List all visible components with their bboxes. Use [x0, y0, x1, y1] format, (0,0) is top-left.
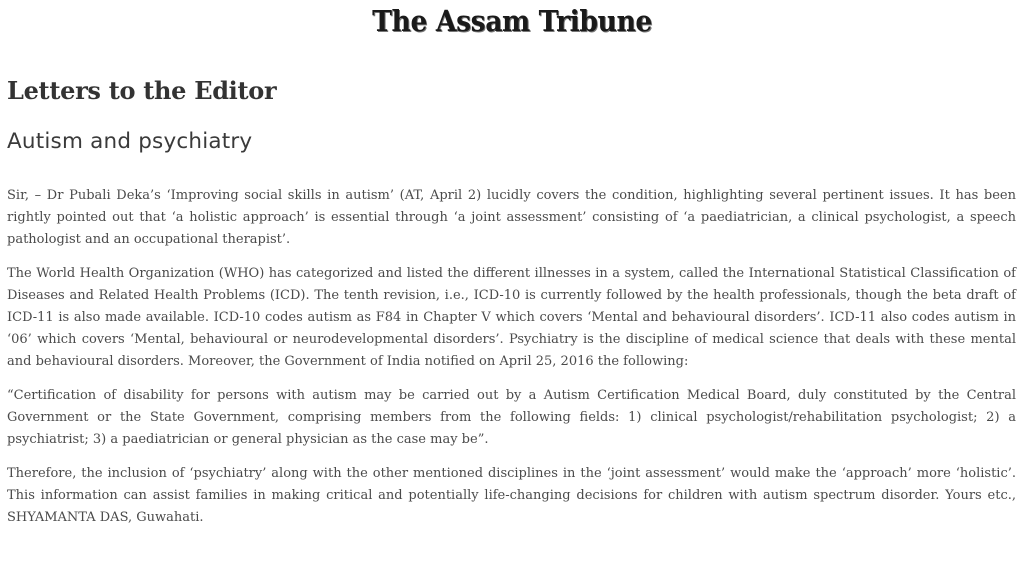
article-title: Autism and psychiatry: [7, 129, 253, 154]
section-title: Letters to the Editor: [7, 76, 277, 105]
article-body: [7, 185, 1016, 541]
masthead: [0, 4, 1024, 38]
article-paragraph: Sir, – Dr Pubali Deka’s ‘Improving social skills in autism’ (AT, April 2) lucidly covers the condition, highlighting several pertinent issues. It has been rightly pointed out that ‘a holistic approach’ is essential through ‘a joint assessment’ consisting of ‘a paediatrician, a clinical psychologist, a speech pathologist and an occupational therapist’.: [7, 188, 1016, 247]
article-quote-paragraph: “Certification of disability for persons with autism may be carried out by a Autism Certification Medical Board, duly constituted by the Central Government or the State Government, comprising members from the following fields: 1) clinical psychologist/rehabilitation psychologist; 2) a psychiatrist; 3) a paediatrician or general physician as the case may be”.: [7, 388, 1016, 447]
newspaper-logo[interactable]: The Assam Tribune: [372, 4, 652, 38]
article-paragraph: The World Health Organization (WHO) has categorized and listed the different illnesses in a system, called the International Statistical Classification of Diseases and Related Health Problems (ICD). The tenth revision, i.e., ICD-10 is currently followed by the health professionals, though the beta draft of ICD-11 is also made available. ICD-10 codes autism as F84 in Chapter V which covers ‘Mental and behavioural disorders’. ICD-11 also codes autism in ‘06’ which covers ‘Mental, behavioural or neurodevelopmental disorders’. Psychiatry is the discipline of medical science that deals with these mental and behavioural disorders. Moreover, the Government of India notified on April 25, 2016 the following:: [7, 266, 1016, 369]
article-paragraph-signoff: Therefore, the inclusion of ‘psychiatry’ along with the other mentioned disciplines in the ‘joint assessment’ would make the ‘approach’ more ‘holistic’. This information can assist families in making critical and potentially life-changing decisions for children with autism spectrum disorder. Yours etc., SHYAMANTA DAS, Guwahati.: [7, 466, 1016, 525]
